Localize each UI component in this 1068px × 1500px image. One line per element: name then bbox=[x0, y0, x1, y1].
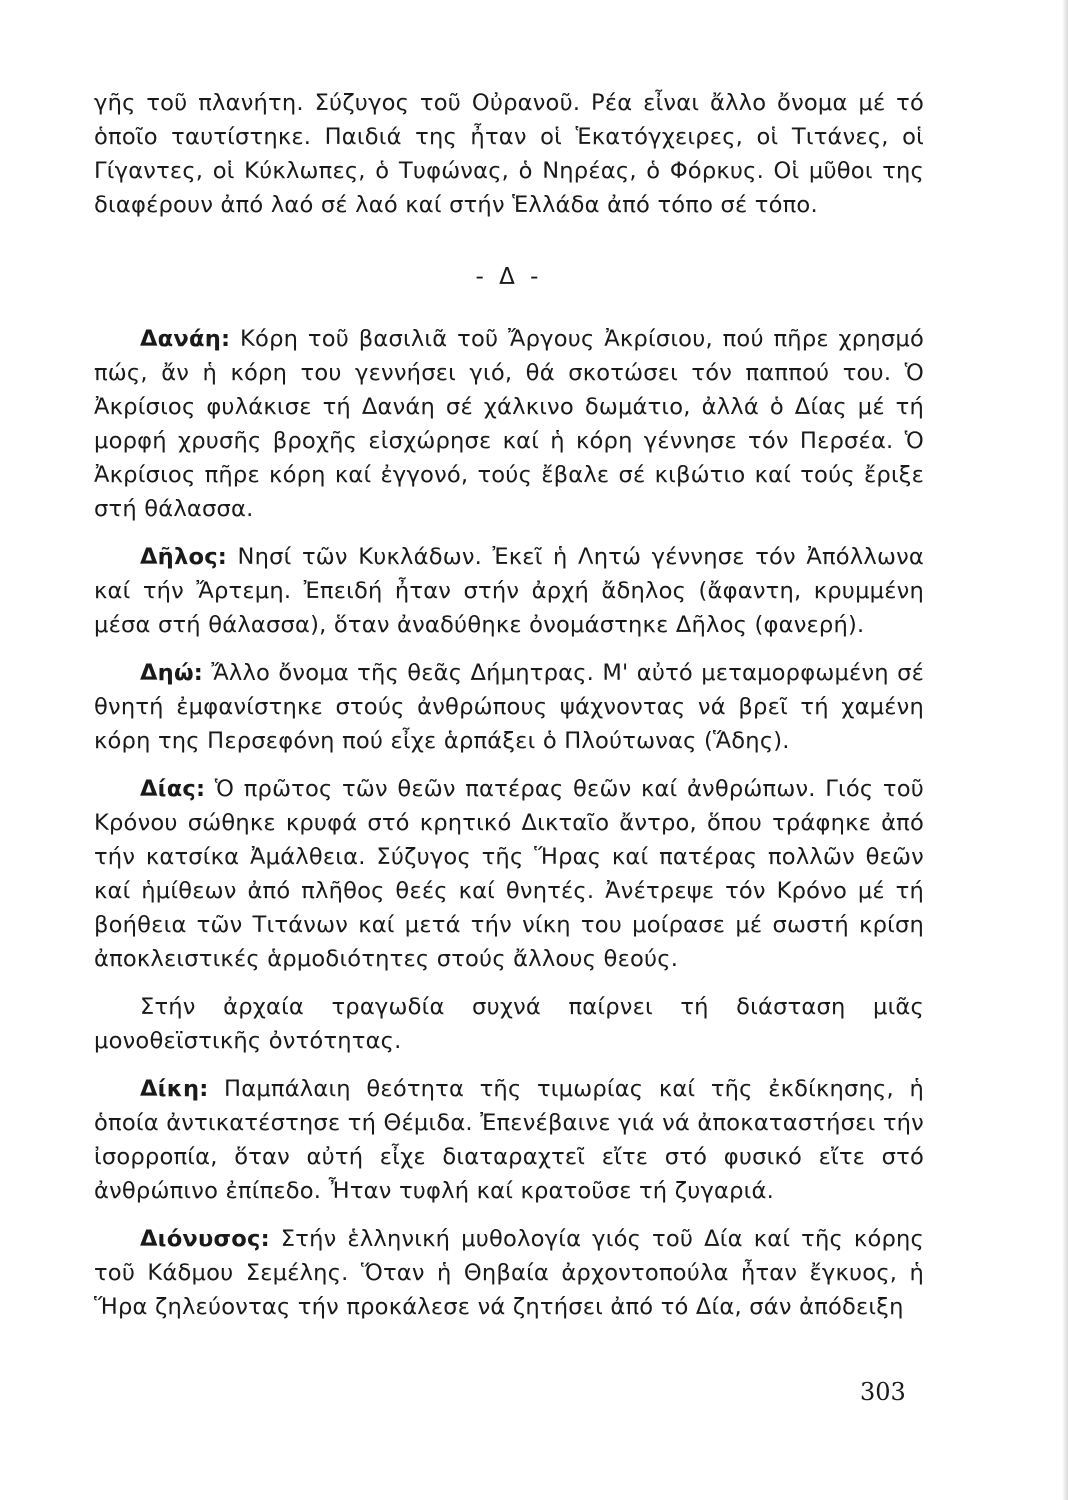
entry-term: Διόνυσος: bbox=[140, 1226, 270, 1252]
page-number: 303 bbox=[860, 1378, 906, 1406]
entry-term: Δίας: bbox=[140, 776, 206, 802]
entry-dionysos bbox=[94, 1222, 924, 1324]
entry-text: Κόρη τοῦ βασιλιᾶ τοῦ Ἄργους Ἀκρίσιου, πού πῆρε χρησμό πώς, ἄν ἡ κόρη του γεννήσει γιό, θά σκοτώσει τόν παππού του. Ὁ Ἀκρίσιος φυλάκισε τή Δανάη σέ χάλκινο δωμάτιο, ἀλλά ὁ Δίας μέ τή μορφή χρυσῆς βροχῆς εἰσχώρησε καί ἡ κόρη γέννησε τόν Περσέα. Ὁ Ἀκρίσιος πῆρε κόρη καί ἐγγονό, τούς ἔβαλε σέ κιβώτιο καί τούς ἔριξε στή θάλασσα. bbox=[94, 326, 924, 522]
entry-text: Ὁ πρῶτος τῶν θεῶν πατέρας θεῶν καί ἀνθρώπων. Γιός τοῦ Κρόνου σώθηκε κρυφά στό κρητικό Δικταῖο ἄντρο, ὅπου τράφηκε ἀπό τήν κατσίκα Ἀμάλθεια. Σύζυγος τῆς Ἥρας καί πατέρας πολλῶν θεῶν καί ἡμίθεων ἀπό πλῆθος θεές καί θνητές. Ἀνέτρεψε τόν Κρόνο μέ τή βοήθεια τῶν Τιτάνων καί μετά τήν νίκη του μοίρασε μέ σωστή κρίση ἀποκλειστικές ἁρμοδιότητες στούς ἄλλους θεούς. bbox=[94, 776, 924, 972]
entry-dias bbox=[94, 772, 924, 976]
entry-delos bbox=[94, 540, 924, 642]
entry-danae bbox=[94, 322, 924, 526]
entry-text: Νησί τῶν Κυκλάδων. Ἐκεῖ ἡ Λητώ γέννησε τόν Ἀπόλλωνα καί τήν Ἄρτεμη. Ἐπειδή ἦταν στήν ἀρχή ἄδηλος (ἄφαντη, κρυμμένη μέσα στή θάλασσα), ὅταν ἀναδύθηκε ὀνομάστηκε Δῆλος (φανερή). bbox=[94, 544, 924, 638]
entry-text: Παμπάλαιη θεότητα τῆς τιμωρίας καί τῆς ἐκδίκησης, ἡ ὁποία ἀντικατέστησε τή Θέμιδα. Ἐπενέβαινε γιά νά ἀποκαταστήσει τήν ἰσορροπία, ὅταν αὐτή εἶχε διαταραχτεῖ εἴτε στό φυσικό εἴτε στό ἀνθρώπινο ἐπίπεδο. Ἦταν τυφλή καί κρατοῦσε τή ζυγαριά. bbox=[94, 1076, 924, 1204]
entry-dike bbox=[94, 1072, 924, 1208]
entry-term: Δίκη: bbox=[140, 1076, 209, 1102]
entry-text: Στήν ἑλληνική μυθολογία γιός τοῦ Δία καί τῆς κόρης τοῦ Κάδμου Σεμέλης. Ὅταν ἡ Θηβαία ἀρχοντοπούλα ἦταν ἔγκυος, ἡ Ἥρα ζηλεύοντας τήν προκάλεσε νά ζητήσει ἀπό τό Δία, σάν ἀπόδειξη bbox=[94, 1226, 924, 1320]
entry-dias-continued bbox=[94, 990, 924, 1058]
entry-term: Δηώ: bbox=[140, 660, 204, 686]
page-body bbox=[94, 86, 924, 1338]
entry-deo bbox=[94, 656, 924, 758]
section-heading: - Δ - bbox=[475, 264, 543, 290]
intro-paragraph: γῆς τοῦ πλανήτη. Σύζυγος τοῦ Οὐρανοῦ. Ρέα εἶναι ἄλλο ὄνομα μέ τό ὁποῖο ταυτίστηκε. Παιδιά της ἦταν οἱ Ἑκατόγχειρες, οἱ Τιτάνες, οἱ Γίγαντες, οἱ Κύκλωπες, ὁ Τυφώνας, ὁ Νηρέας, ὁ Φόρκυς. Οἱ μῦθοι της διαφέρουν ἀπό λαό σέ λαό καί στήν Ἑλλάδα ἀπό τόπο σέ τόπο. bbox=[94, 90, 924, 218]
entry-term: Δανάη: bbox=[140, 326, 231, 352]
entry-term: Δῆλος: bbox=[140, 544, 228, 570]
entry-text: Στήν ἀρχαία τραγωδία συχνά παίρνει τή διάσταση μιᾶς μονοθεϊστικῆς ὀντότητας. bbox=[94, 994, 924, 1054]
entry-text: Ἄλλο ὄνομα τῆς θεᾶς Δήμητρας. Μ' αὐτό μεταμορφωμένη σέ θνητή ἐμφανίστηκε στούς ἀνθρώπους ψάχνοντας νά βρεῖ τή χαμένη κόρη της Περσεφόνη πού εἶχε ἁρπάξει ὁ Πλούτωνας (Ἅδης). bbox=[94, 660, 924, 754]
page-edge-shadow bbox=[1062, 0, 1068, 1500]
